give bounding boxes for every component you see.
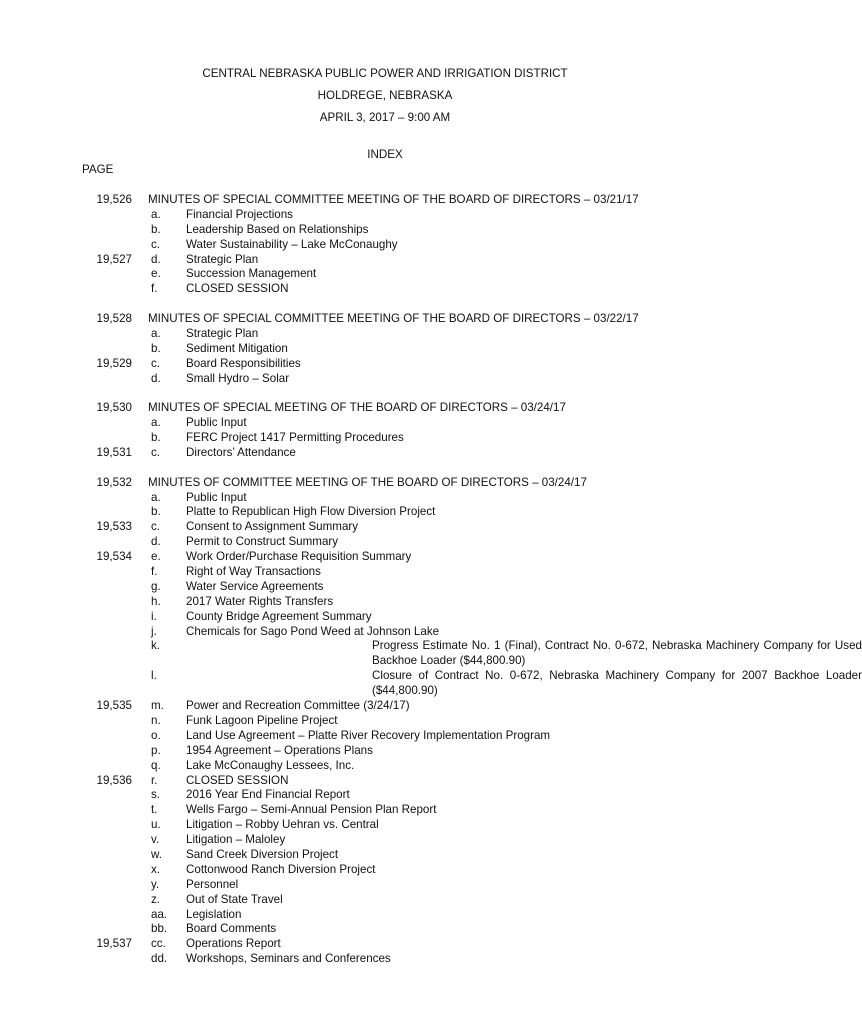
item-text: Personnel <box>186 877 239 891</box>
item-letter: r. <box>151 773 158 787</box>
item-text: 2017 Water Rights Transfers <box>186 594 334 608</box>
index-item <box>0 922 770 937</box>
item-letter: d. <box>151 252 161 266</box>
index-item <box>0 208 770 223</box>
index-item <box>0 878 770 893</box>
item-letter: t. <box>151 803 158 817</box>
page-number: 19,533 <box>96 520 132 534</box>
index-section <box>0 312 770 386</box>
index-item <box>0 669 862 699</box>
page-number: 19,534 <box>96 550 132 564</box>
item-text: 1954 Agreement – Operations Plans <box>186 743 373 757</box>
index-item <box>0 491 770 506</box>
item-text: Right of Way Transactions <box>186 564 321 578</box>
item-letter: a. <box>151 416 161 430</box>
item-letter: h. <box>151 594 161 608</box>
item-text: Leadership Based on Relationships <box>186 222 369 236</box>
item-text: FERC Project 1417 Permitting Procedures <box>186 431 404 445</box>
index-item <box>0 729 770 744</box>
section-title: MINUTES OF SPECIAL COMMITTEE MEETING OF THE BOARD OF DIRECTORS – 03/21/17 <box>148 193 639 206</box>
index-item <box>0 253 770 268</box>
item-text: Litigation – Robby Uehran vs. Central <box>186 818 379 832</box>
index-item <box>0 446 770 461</box>
organization-title: CENTRAL NEBRASKA PUBLIC POWER AND IRRIGATION DISTRICT <box>202 67 568 80</box>
item-letter: m. <box>151 699 164 713</box>
index-item <box>0 520 770 535</box>
item-letter: a. <box>151 490 161 504</box>
item-text: Chemicals for Sago Pond Weed at Johnson Lake <box>186 624 440 638</box>
index-item <box>0 267 770 282</box>
index-section <box>0 193 770 297</box>
item-text: Sediment Mitigation <box>186 341 288 355</box>
index-item <box>0 803 770 818</box>
page-number: 19,536 <box>96 773 132 787</box>
page-number: 19,532 <box>96 475 132 489</box>
item-text: Power and Recreation Committee (3/24/17) <box>186 699 410 713</box>
item-letter: z. <box>151 892 161 906</box>
page-column-label: PAGE <box>82 163 114 176</box>
index-item <box>0 505 770 520</box>
item-text: CLOSED SESSION <box>186 282 289 296</box>
item-text: Directors’ Attendance <box>186 445 296 459</box>
item-text: 2016 Year End Financial Report <box>186 788 350 802</box>
item-letter: i. <box>151 609 157 623</box>
item-text: Cottonwood Ranch Diversion Project <box>186 862 376 876</box>
item-text: Public Input <box>186 416 247 430</box>
item-text: Closure of Contract No. 0-672, Nebraska Machinery Company for 2007 Backhoe Loader ($44,800.90) <box>372 669 862 698</box>
item-text: Litigation – Maloley <box>186 833 286 847</box>
index-item <box>0 788 770 803</box>
item-letter: d. <box>151 371 161 385</box>
page-number: 19,535 <box>96 699 132 713</box>
item-text: Land Use Agreement – Platte River Recovery Implementation Program <box>186 728 551 742</box>
item-letter: v. <box>151 833 160 847</box>
page-number: 19,537 <box>96 937 132 951</box>
item-letter: x. <box>151 862 161 876</box>
index-item <box>0 833 770 848</box>
page-number: 19,526 <box>96 193 132 206</box>
item-text: Progress Estimate No. 1 (Final), Contract No. 0-672, Nebraska Machinery Company for Used Backhoe Loader ($44,800.90) <box>372 639 862 668</box>
index-item <box>0 372 770 387</box>
item-text: Out of State Travel <box>186 892 283 906</box>
item-text: Board Comments <box>186 922 277 936</box>
item-letter: j. <box>151 624 157 638</box>
index-item <box>0 342 770 357</box>
item-text: Public Input <box>186 490 247 504</box>
index-item <box>0 327 770 342</box>
item-letter: a. <box>151 207 161 221</box>
index-item <box>0 714 770 729</box>
item-letter: s. <box>151 788 161 802</box>
item-text: Funk Lagoon Pipeline Project <box>186 713 338 727</box>
item-letter: l. <box>151 669 157 683</box>
index-item <box>0 863 770 878</box>
section-title: MINUTES OF SPECIAL COMMITTEE MEETING OF THE BOARD OF DIRECTORS – 03/22/17 <box>148 312 639 326</box>
item-text: CLOSED SESSION <box>186 773 289 787</box>
item-letter: b. <box>151 431 161 445</box>
index-item <box>0 580 770 595</box>
city-line: HOLDREGE, NEBRASKA <box>317 89 453 102</box>
item-text: Strategic Plan <box>186 252 259 266</box>
item-letter: e. <box>151 267 161 281</box>
page-number: 19,529 <box>96 356 132 370</box>
item-letter: c. <box>151 356 161 370</box>
index-item <box>0 744 770 759</box>
item-letter: aa. <box>151 907 168 921</box>
section-heading <box>0 193 770 208</box>
index-item <box>0 610 770 625</box>
index-item <box>0 282 770 297</box>
index-item <box>0 595 770 610</box>
item-letter: b. <box>151 222 161 236</box>
item-letter: u. <box>151 818 161 832</box>
item-text: Wells Fargo – Semi-Annual Pension Plan Report <box>186 803 437 817</box>
index-item <box>0 223 770 238</box>
item-text: Lake McConaughy Lessees, Inc. <box>186 758 355 772</box>
item-letter: bb. <box>151 922 168 936</box>
index-item <box>0 893 770 908</box>
item-letter: c. <box>151 520 161 534</box>
item-letter: o. <box>151 728 161 742</box>
item-text: Water Service Agreements <box>186 579 324 593</box>
item-letter: c. <box>151 445 161 459</box>
index-section <box>0 401 770 461</box>
item-letter: f. <box>151 564 158 578</box>
item-text: Permit to Construct Summary <box>186 535 339 549</box>
item-text: Platte to Republican High Flow Diversion Project <box>186 505 436 519</box>
item-text: Workshops, Seminars and Conferences <box>186 952 391 966</box>
item-letter: b. <box>151 505 161 519</box>
index-item <box>0 937 770 952</box>
item-text: Small Hydro – Solar <box>186 371 290 385</box>
index-item <box>0 818 770 833</box>
section-heading <box>0 312 770 327</box>
item-letter: p. <box>151 743 161 757</box>
index-item <box>0 699 770 714</box>
item-letter: k. <box>151 639 161 653</box>
item-text: Strategic Plan <box>186 326 259 340</box>
item-letter: cc. <box>151 937 166 951</box>
item-letter: f. <box>151 282 158 296</box>
index-item <box>0 431 770 446</box>
index-item <box>0 759 770 774</box>
index-item <box>0 535 770 550</box>
index-item <box>0 565 770 580</box>
item-letter: c. <box>151 237 161 251</box>
section-heading <box>0 476 770 491</box>
item-letter: g. <box>151 579 161 593</box>
index-item <box>0 357 770 372</box>
page-number: 19,530 <box>96 401 132 415</box>
item-text: Consent to Assignment Summary <box>186 520 359 534</box>
index-item <box>0 848 770 863</box>
index-item <box>0 952 770 967</box>
item-letter: dd. <box>151 952 168 966</box>
item-letter: b. <box>151 341 161 355</box>
page-number: 19,527 <box>96 252 132 266</box>
index-item <box>0 774 770 789</box>
index-section <box>0 475 862 967</box>
item-text: Succession Management <box>186 267 317 281</box>
index-item <box>0 550 770 565</box>
index-item <box>0 416 770 431</box>
item-letter: y. <box>151 877 160 891</box>
section-title: MINUTES OF SPECIAL MEETING OF THE BOARD OF DIRECTORS – 03/24/17 <box>148 401 566 415</box>
page-number: 19,528 <box>96 312 132 326</box>
item-text: Legislation <box>186 907 242 921</box>
item-text: Financial Projections <box>186 207 293 221</box>
index-item <box>0 238 770 253</box>
item-text: Board Responsibilities <box>186 356 301 370</box>
item-letter: w. <box>151 847 162 861</box>
index-item <box>0 639 862 669</box>
page-number: 19,531 <box>96 445 132 459</box>
index-item <box>0 625 770 640</box>
item-letter: e. <box>151 550 161 564</box>
item-text: Work Order/Purchase Requisition Summary <box>186 550 412 564</box>
item-text: County Bridge Agreement Summary <box>186 609 372 623</box>
item-letter: q. <box>151 758 161 772</box>
index-heading: INDEX <box>367 148 403 161</box>
item-text: Water Sustainability – Lake McConaughy <box>186 237 398 251</box>
index-item <box>0 908 770 923</box>
section-title: MINUTES OF COMMITTEE MEETING OF THE BOARD OF DIRECTORS – 03/24/17 <box>148 475 587 489</box>
section-heading <box>0 401 770 416</box>
item-letter: d. <box>151 535 161 549</box>
meeting-date: APRIL 3, 2017 – 9:00 AM <box>319 111 451 124</box>
item-text: Operations Report <box>186 937 281 951</box>
item-text: Sand Creek Diversion Project <box>186 847 339 861</box>
item-letter: a. <box>151 326 161 340</box>
item-letter: n. <box>151 713 161 727</box>
index-sections <box>0 193 862 982</box>
